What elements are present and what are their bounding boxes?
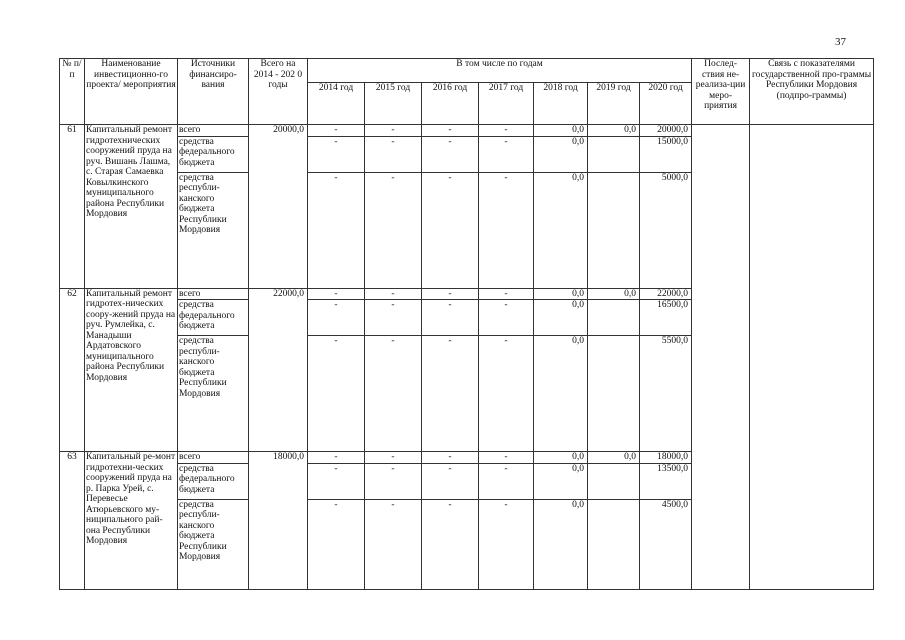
year-value: - [308,136,365,172]
header-year: 2019 год [588,83,640,125]
header-name: Наименование инвестиционно-го проекта/ мероприятия [85,59,178,125]
table-row [60,125,874,137]
year-value: - [308,463,365,499]
year-value: - [479,499,534,589]
year-value [588,136,640,172]
year-value: - [422,125,479,137]
year-value: - [365,288,422,300]
year-value [588,499,640,589]
year-value: - [422,136,479,172]
year-value: 15000,0 [640,136,692,172]
year-value: 0,0 [534,336,588,452]
funding-source: всего [178,125,249,137]
header-link: Связь с показателями государственной про-граммы Республики Мордовия (подпро-граммы) [750,59,874,125]
funding-source: средства республи-канского бюджета Республики Мордовия [178,336,249,452]
funding-source: средства республи-канского бюджета Республики Мордовия [178,499,249,589]
year-value: - [365,463,422,499]
year-value: - [308,499,365,589]
year-value: 5500,0 [640,336,692,452]
total-amount: 18000,0 [249,452,308,590]
row-number: 61 [60,125,85,289]
funding-source: средства федерального бюджета [178,300,249,336]
header-by-years: В том числе по годам [308,59,692,83]
project-name: Капитальный ремонт гидротехнических сооружений пруда на руч. Вишань Лашма, с. Старая Самаевка Ковылкинского муниципального района Республики Мордовия [85,125,178,289]
funding-source: средства федерального бюджета [178,136,249,172]
total-amount: 20000,0 [249,125,308,289]
header-no: № п/п [60,59,85,125]
year-value: 16500,0 [640,300,692,336]
year-value: - [365,452,422,464]
year-value: 5000,0 [640,172,692,288]
year-value: 0,0 [588,125,640,137]
funding-source: средства федерального бюджета [178,463,249,499]
project-name: Капитальный ре-монт гидротехни-ческих сооружений пруда на р. Парка Урей, с. Перевесье Атюрьевского му-ниципального рай-она Республики Мордовия [85,452,178,590]
year-value: 0,0 [534,136,588,172]
year-value: - [365,172,422,288]
header-consequences: Послед-ствия не-реализа-ции меро-приятия [692,59,750,125]
year-value: 0,0 [534,288,588,300]
year-value: - [308,452,365,464]
year-value: 22000,0 [640,288,692,300]
header-year: 2014 год [308,83,365,125]
header-year: 2017 год [479,83,534,125]
year-value: - [479,336,534,452]
year-value: - [479,125,534,137]
funding-source: всего [178,452,249,464]
header-year: 2015 год [365,83,422,125]
program-link-cell [750,125,874,590]
year-value: - [308,336,365,452]
year-value [588,336,640,452]
year-value: 0,0 [588,288,640,300]
year-value: - [422,300,479,336]
year-value: - [308,172,365,288]
header-total: Всего на 2014 - 202 0 годы [249,59,308,125]
page-number: 37 [835,36,846,48]
consequences-cell [692,125,750,590]
year-value: - [422,452,479,464]
year-value: - [308,300,365,336]
header-year: 2020 год [640,83,692,125]
year-value: 20000,0 [640,125,692,137]
project-name: Капитальный ремонт гидротех-нических соору-жений пруда на руч. Румлейка, с. Манадыши Ардатовского муниципального района Республики Мордовия [85,288,178,452]
year-value: 0,0 [588,452,640,464]
year-value: - [365,336,422,452]
year-value: - [479,300,534,336]
year-value: - [308,288,365,300]
year-value: - [422,336,479,452]
year-value [588,300,640,336]
row-number: 63 [60,452,85,590]
year-value: 0,0 [534,463,588,499]
header-year: 2016 год [422,83,479,125]
year-value: - [479,463,534,499]
investment-table [59,58,874,590]
year-value [588,172,640,288]
year-value: - [365,499,422,589]
year-value: 0,0 [534,125,588,137]
year-value: - [422,463,479,499]
year-value: 18000,0 [640,452,692,464]
row-number: 62 [60,288,85,452]
year-value: - [479,172,534,288]
year-value: 0,0 [534,172,588,288]
year-value: - [422,288,479,300]
year-value: 13500,0 [640,463,692,499]
year-value: - [365,300,422,336]
year-value: - [479,452,534,464]
year-value: - [422,499,479,589]
year-value: - [479,288,534,300]
year-value: 4500,0 [640,499,692,589]
header-year: 2018 год [534,83,588,125]
year-value: - [308,125,365,137]
year-value: 0,0 [534,300,588,336]
year-value: - [365,125,422,137]
year-value: 0,0 [534,452,588,464]
year-value: - [479,136,534,172]
year-value [588,463,640,499]
funding-source: всего [178,288,249,300]
header-sources: Источники финансиро-вания [178,59,249,125]
year-value: 0,0 [534,499,588,589]
funding-source: средства республи-канского бюджета Республики Мордовия [178,172,249,288]
total-amount: 22000,0 [249,288,308,452]
year-value: - [365,136,422,172]
year-value: - [422,172,479,288]
